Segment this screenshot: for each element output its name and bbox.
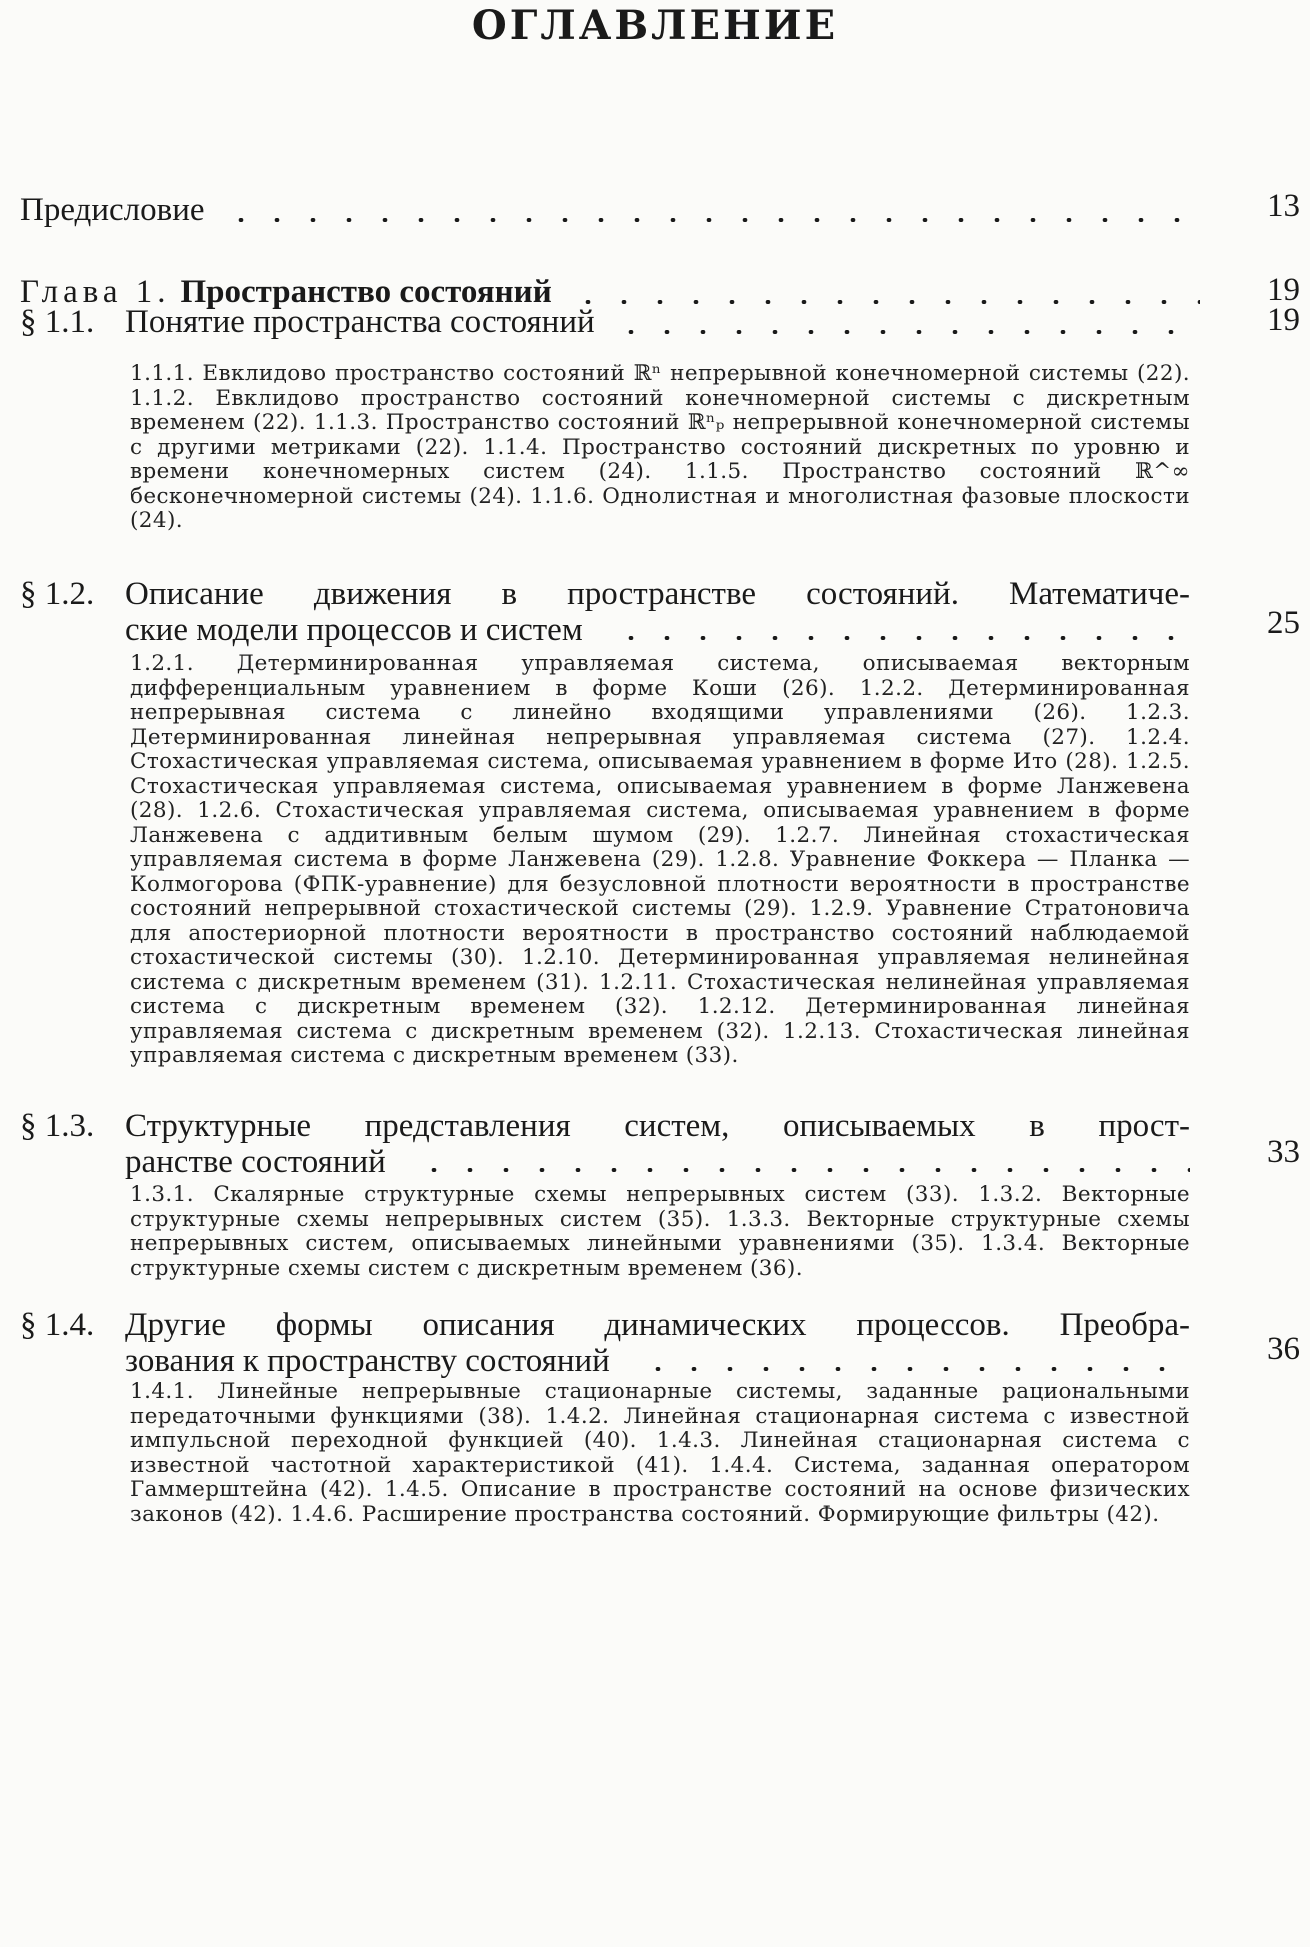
preface-page: 13 <box>1267 188 1300 224</box>
section-title-line-2-wrap <box>125 1144 1190 1180</box>
dot-leader <box>613 330 1200 334</box>
section-1-1-page: 19 <box>1267 302 1300 338</box>
section-title-line-2: ские модели процессов и систем <box>125 612 583 648</box>
dot-leader <box>640 1367 1190 1371</box>
toc-entry-section-1-2[interactable] <box>125 576 1190 648</box>
section-title: Понятие пространства состояний <box>125 304 595 340</box>
section-title-line-2-wrap <box>125 612 1190 648</box>
toc-entry-section-1-1[interactable] <box>20 302 1210 342</box>
section-number: § 1.4. <box>20 1307 95 1343</box>
section-1-2-subsections: 1.2.1. Детерминированная управляемая система, описываемая векторным дифференциальным уравнением в форме Коши (26). 1.2.2. Детерминированная непрерывная система с линейно входящими управлениями (26). 1.2.3. Детерминированная линейная непрерывная управляемая система (27). 1.2.4. Стохастическая управляемая система, описываемая уравнением в форме Ито (28). 1.2.5. Стохастическая управляемая система, описываемая уравнением в форме Ланжевена (28). 1.2.6. Стохастическая управляемая система, описываемая уравнением в форме Ланжевена с аддитивным белым шумом (29). 1.2.7. Линейная стохастическая управляемая система в форме Ланжевена (29). 1.2.8. Уравнение Фоккера — Планка — Колмогорова (ФПК-уравнение) для безусловной плотности вероятности в пространстве состояний непрерывной стохастической системы (29). 1.2.9. Уравнение Стратоновича для апостериорной плотности вероятности в пространство состояний наблюдаемой стохастической системы (30). 1.2.10. Детерминированная управляемая нелинейная система с дискретным временем (31). 1.2.11. Стохастическая нелинейная управляемая система с дискретным временем (32). 1.2.12. Детерминированная линейная управляемая система с дискретным временем (32). 1.2.13. Стохастическая линейная управляемая система с дискретным временем (33). <box>130 651 1190 1068</box>
dot-leader <box>223 218 1201 222</box>
section-1-4-number-row <box>20 1305 120 1345</box>
toc-entry-section-1-4[interactable] <box>125 1307 1190 1379</box>
section-1-4-page: 36 <box>1267 1331 1300 1367</box>
section-title-line-1: Описание движения в пространстве состояний. Математиче- <box>125 576 1190 612</box>
section-1-3-number-row <box>20 1106 120 1146</box>
chapter-prefix-text: Глава 1. <box>20 274 171 310</box>
section-title-line-2-wrap <box>125 1343 1190 1379</box>
section-1-3-subsections: 1.3.1. Скалярные структурные схемы непрерывных систем (33). 1.3.2. Векторные структурные схемы непрерывных систем (35). 1.3.3. Векторные структурные схемы непрерывных систем, описываемых линейными уравнениями (35). 1.3.4. Векторные структурные схемы систем с дискретным временем (36). <box>130 1182 1190 1281</box>
section-number: § 1.2. <box>20 576 95 612</box>
toc-entry-section-1-3[interactable] <box>125 1108 1190 1180</box>
chapter-1-page: 19 <box>1267 272 1300 308</box>
section-number: § 1.3. <box>20 1108 95 1144</box>
section-title-line-2: ранстве состояний <box>125 1144 386 1180</box>
section-title-line-1: Структурные представления систем, описываемых в прост- <box>125 1108 1190 1144</box>
section-1-2-page: 25 <box>1267 605 1300 641</box>
section-1-4-subsections: 1.4.1. Линейные непрерывные стационарные системы, заданные рациональными передаточными функциями (38). 1.4.2. Линейная стационарная система с известной импульсной переходной функцией (40). 1.4.3. Линейная стационарная система с известной частотной характеристикой (41). 1.4.4. Система, заданная оператором Гаммерштейна (42). 1.4.5. Описание в пространстве состояний на основе физических законов (42). 1.4.6. Расширение пространства состояний. Формирующие фильтры (42). <box>130 1379 1190 1527</box>
section-1-3-page: 33 <box>1267 1134 1300 1170</box>
chapter-title: Пространство состояний <box>180 274 552 310</box>
section-1-1-subsections: 1.1.1. Евклидово пространство состояний ℝⁿ непрерывной конечномерной системы (22). 1.1.2. Евклидово пространство состояний конечномерной системы с дискретным временем (22). 1.1.3. Пространство состояний ℝⁿₚ непрерывной конечномерной системы с другими метриками (22). 1.1.4. Пространство состояний дискретных по уровню и времени конечномерных систем (24). 1.1.5. Пространство состояний ℝ^∞ бесконечномерной системы (24). 1.1.6. Однолистная и многолистная фазовые плоскости (24). <box>130 361 1190 533</box>
dot-leader <box>416 1168 1190 1172</box>
page-title: ОГЛАВЛЕНИЕ <box>471 2 839 49</box>
dot-leader <box>613 636 1190 640</box>
section-number: § 1.1. <box>20 304 95 340</box>
section-1-2-number-row <box>20 574 120 614</box>
toc-entry-preface[interactable] <box>20 190 1210 230</box>
section-title-line-2: зования к пространству состояний <box>125 1343 610 1379</box>
preface-label: Предисловие <box>20 192 205 228</box>
section-title-line-1: Другие формы описания динамических процессов. Преобра- <box>125 1307 1190 1343</box>
